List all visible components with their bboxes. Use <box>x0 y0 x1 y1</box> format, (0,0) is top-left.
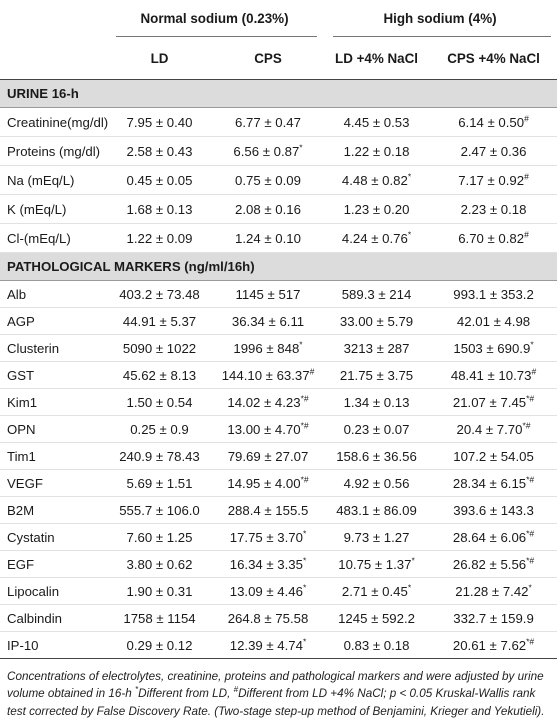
group-underline <box>116 36 317 37</box>
cell-value: 0.45 ± 0.05 <box>126 172 193 188</box>
cell-ld <box>106 166 213 195</box>
empty-label-header <box>0 37 106 80</box>
cell-ld-nacl <box>323 497 430 524</box>
cell-cps-nacl <box>430 362 557 389</box>
cell-value: 1.24 ± 0.10 <box>235 230 301 246</box>
row-label: EGF <box>0 551 106 578</box>
cell-value: 589.3 ± 214 <box>341 286 412 302</box>
cell-ld <box>106 389 213 416</box>
cell-cps-nacl <box>430 166 557 195</box>
table-row <box>0 524 557 551</box>
cell-value: 288.4 ± 155.5 <box>227 502 309 518</box>
cell-value: 20.4 ± 7.70 <box>456 421 523 437</box>
cell-value: 1.22 ± 0.09 <box>126 230 193 246</box>
cell-value: 4.92 ± 0.56 <box>343 475 410 491</box>
row-label: IP-10 <box>0 632 106 659</box>
cell-value: 7.95 ± 0.40 <box>126 114 193 130</box>
cell-ld <box>106 308 213 335</box>
cell-ld-nacl <box>323 605 430 632</box>
cell-value: 7.60 ± 1.25 <box>126 529 193 545</box>
cell-value: 1.22 ± 0.18 <box>343 143 410 159</box>
cell-cps-nacl <box>430 605 557 632</box>
significance-mark: * <box>407 171 412 182</box>
cell-ld-nacl <box>323 443 430 470</box>
table-row <box>0 443 557 470</box>
cell-value: 48.41 ± 10.73 <box>450 367 532 383</box>
column-header-ld: LD <box>106 37 213 80</box>
cell-cps <box>213 137 323 166</box>
cell-value: 4.48 ± 0.82 <box>341 172 408 188</box>
row-label: AGP <box>0 308 106 335</box>
cell-value: 5.69 ± 1.51 <box>126 475 193 491</box>
cell-ld <box>106 551 213 578</box>
cell-value: 332.7 ± 159.9 <box>453 610 534 626</box>
cell-value: 45.62 ± 8.13 <box>122 367 197 383</box>
table-row <box>0 389 557 416</box>
cell-cps <box>213 497 323 524</box>
significance-mark: * <box>302 582 307 593</box>
cell-value: 6.14 ± 0.50 <box>458 114 525 130</box>
cell-cps-nacl <box>430 108 557 137</box>
cell-cps-nacl <box>430 470 557 497</box>
cell-value: 1503 ± 690.9 <box>453 340 531 356</box>
table-row <box>0 166 557 195</box>
cell-ld-nacl <box>323 335 430 362</box>
table-row <box>0 308 557 335</box>
cell-ld-nacl <box>323 389 430 416</box>
significance-mark: * <box>530 339 534 350</box>
cell-value: 403.2 ± 73.48 <box>119 286 200 302</box>
cell-value: 13.00 ± 4.70 <box>227 421 301 437</box>
cell-cps-nacl <box>430 578 557 605</box>
cell-value: 44.91 ± 5.37 <box>122 313 197 329</box>
cell-ld <box>106 108 213 137</box>
cell-value: 3.80 ± 0.62 <box>126 556 193 572</box>
significance-mark: * <box>411 555 415 566</box>
row-label: OPN <box>0 416 106 443</box>
table-header <box>0 0 557 80</box>
cell-ld-nacl <box>323 524 430 551</box>
cell-value: 0.75 ± 0.09 <box>235 172 301 188</box>
cell-cps <box>213 195 323 224</box>
cell-value: 993.1 ± 353.2 <box>453 286 534 302</box>
cell-ld-nacl <box>323 137 430 166</box>
cell-ld <box>106 578 213 605</box>
footnote-mark-asterisk: * <box>135 685 139 695</box>
significance-mark: *# <box>300 420 309 431</box>
cell-value: 20.61 ± 7.62 <box>452 637 527 653</box>
table-row <box>0 551 557 578</box>
cell-value: 42.01 ± 4.98 <box>456 313 531 329</box>
cell-cps <box>213 416 323 443</box>
significance-mark: * <box>302 555 307 566</box>
row-label: Na (mEq/L) <box>0 166 106 195</box>
cell-cps-nacl <box>430 524 557 551</box>
cell-value: 26.82 ± 5.56 <box>452 556 527 572</box>
cell-ld <box>106 470 213 497</box>
significance-mark: * <box>528 582 532 593</box>
table-row <box>0 497 557 524</box>
cell-value: 1.90 ± 0.31 <box>126 583 193 599</box>
significance-mark: *# <box>526 393 535 404</box>
cell-ld-nacl <box>323 224 430 253</box>
footnote-text-3: Different from LD +4% NaCl; p < 0.05 Kruskal-Wallis rank test corrected by False Discovery Rate. (Two-stage step-up method of Benjamini, Krieger and Yekutieli). <box>7 687 545 718</box>
cell-cps-nacl <box>430 443 557 470</box>
cell-cps <box>213 108 323 137</box>
cell-cps-nacl <box>430 632 557 659</box>
cell-cps <box>213 524 323 551</box>
row-label: Tim1 <box>0 443 106 470</box>
group-header-label: Normal sodium (0.23%) <box>140 11 289 26</box>
table-row <box>0 632 557 659</box>
cell-ld <box>106 362 213 389</box>
row-label: Creatinine(mg/dl) <box>0 108 106 137</box>
cell-ld <box>106 281 213 308</box>
cell-cps <box>213 632 323 659</box>
cell-cps-nacl <box>430 497 557 524</box>
cell-value: 10.75 ± 1.37 <box>338 556 412 572</box>
cell-ld <box>106 335 213 362</box>
cell-cps <box>213 166 323 195</box>
cell-value: 0.25 ± 0.9 <box>130 421 189 437</box>
cell-ld <box>106 605 213 632</box>
cell-value: 483.1 ± 86.09 <box>336 502 417 518</box>
cell-ld-nacl <box>323 308 430 335</box>
row-label: VEGF <box>0 470 106 497</box>
cell-value: 14.95 ± 4.00 <box>227 475 301 491</box>
cell-value: 1.34 ± 0.13 <box>343 394 410 410</box>
cell-cps <box>213 362 323 389</box>
significance-mark: *# <box>526 474 535 485</box>
empty-corner-cell <box>0 0 106 37</box>
cell-cps-nacl <box>430 335 557 362</box>
section-header-row <box>0 253 557 281</box>
cell-value: 1.50 ± 0.54 <box>126 394 193 410</box>
cell-cps <box>213 578 323 605</box>
cell-cps-nacl <box>430 195 557 224</box>
cell-value: 6.70 ± 0.82 <box>458 230 525 246</box>
cell-value: 36.34 ± 6.11 <box>231 313 305 329</box>
significance-mark: * <box>299 142 303 153</box>
cell-value: 144.10 ± 63.37 <box>221 367 310 383</box>
cell-value: 4.24 ± 0.76 <box>341 230 408 246</box>
cell-cps-nacl <box>430 416 557 443</box>
column-header-ld-nacl: LD +4% NaCl <box>323 37 430 80</box>
cell-ld-nacl <box>323 166 430 195</box>
cell-value: 0.29 ± 0.12 <box>126 637 193 653</box>
cell-ld <box>106 416 213 443</box>
cell-ld <box>106 632 213 659</box>
cell-ld <box>106 224 213 253</box>
cell-value: 107.2 ± 54.05 <box>453 448 534 464</box>
significance-mark: # <box>531 366 537 377</box>
row-label: Calbindin <box>0 605 106 632</box>
cell-value: 5090 ± 1022 <box>122 340 197 356</box>
group-header-normal-sodium <box>106 0 323 37</box>
column-header-cps: CPS <box>213 37 323 80</box>
cell-value: 0.83 ± 0.18 <box>343 637 410 653</box>
cell-value: 240.9 ± 78.43 <box>119 448 200 464</box>
significance-mark: * <box>407 229 412 240</box>
cell-cps <box>213 551 323 578</box>
row-label: Proteins (mg/dl) <box>0 137 106 166</box>
significance-mark: * <box>299 339 303 350</box>
table-row <box>0 195 557 224</box>
cell-value: 2.58 ± 0.43 <box>126 143 193 159</box>
cell-ld <box>106 137 213 166</box>
cell-ld-nacl <box>323 416 430 443</box>
table-body <box>0 80 557 659</box>
cell-cps <box>213 335 323 362</box>
significance-mark: *# <box>526 528 535 539</box>
footnote-text-1: Concentrations of electrolytes, creatinine, proteins and pathological markers and were adjusted by urine volume obtained in 16-h <box>7 670 544 701</box>
cell-cps <box>213 389 323 416</box>
section-title: PATHOLOGICAL MARKERS (ng/ml/16h) <box>0 253 557 281</box>
cell-value: 555.7 ± 106.0 <box>119 502 200 518</box>
table-footnote <box>0 659 557 720</box>
group-header-high-sodium <box>323 0 557 37</box>
cell-ld <box>106 443 213 470</box>
cell-ld-nacl <box>323 470 430 497</box>
cell-value: 7.17 ± 0.92 <box>458 172 525 188</box>
row-label: Clusterin <box>0 335 106 362</box>
cell-value: 28.34 ± 6.15 <box>452 475 527 491</box>
cell-ld-nacl <box>323 362 430 389</box>
cell-ld <box>106 195 213 224</box>
table-row <box>0 605 557 632</box>
cell-value: 21.28 ± 7.42 <box>455 583 529 599</box>
cell-value: 1.23 ± 0.20 <box>343 201 410 217</box>
cell-value: 2.71 ± 0.45 <box>341 583 408 599</box>
row-label: Alb <box>0 281 106 308</box>
cell-ld-nacl <box>323 578 430 605</box>
cell-cps <box>213 308 323 335</box>
cell-cps-nacl <box>430 281 557 308</box>
cell-value: 393.6 ± 143.3 <box>453 502 534 518</box>
cell-value: 1996 ± 848 <box>233 340 300 356</box>
significance-mark: * <box>302 636 307 647</box>
table-row <box>0 335 557 362</box>
cell-value: 12.39 ± 4.74 <box>229 637 303 653</box>
cell-ld-nacl <box>323 108 430 137</box>
row-label: K (mEq/L) <box>0 195 106 224</box>
significance-mark: *# <box>526 555 535 566</box>
significance-mark: *# <box>522 420 531 431</box>
cell-cps <box>213 470 323 497</box>
significance-mark: *# <box>300 393 309 404</box>
row-label: Lipocalin <box>0 578 106 605</box>
cell-value: 4.45 ± 0.53 <box>343 114 410 130</box>
cell-value: 13.09 ± 4.46 <box>229 583 303 599</box>
cell-cps-nacl <box>430 308 557 335</box>
significance-mark: # <box>524 113 529 124</box>
cell-ld-nacl <box>323 195 430 224</box>
cell-value: 1758 ± 1154 <box>123 610 196 626</box>
row-label: B2M <box>0 497 106 524</box>
group-header-row <box>0 0 557 37</box>
significance-mark: * <box>407 582 412 593</box>
cell-cps-nacl <box>430 389 557 416</box>
cell-cps <box>213 281 323 308</box>
significance-mark: # <box>524 171 529 182</box>
cell-value: 158.6 ± 36.56 <box>336 448 417 464</box>
cell-value: 33.00 ± 5.79 <box>339 313 414 329</box>
cell-value: 21.75 ± 3.75 <box>339 367 414 383</box>
footnote-mark-hash: # <box>233 685 239 695</box>
row-label: Kim1 <box>0 389 106 416</box>
significance-mark: *# <box>526 636 535 647</box>
cell-ld-nacl <box>323 632 430 659</box>
cell-value: 9.73 ± 1.27 <box>343 529 410 545</box>
cell-cps <box>213 443 323 470</box>
cell-value: 6.56 ± 0.87 <box>233 143 300 159</box>
table-row <box>0 470 557 497</box>
row-label: Cystatin <box>0 524 106 551</box>
cell-value: 6.77 ± 0.47 <box>235 114 301 130</box>
footnote-text-2: Different from LD, <box>138 687 234 701</box>
table-row <box>0 281 557 308</box>
row-label: Cl-(mEq/L) <box>0 224 106 253</box>
row-label: GST <box>0 362 106 389</box>
cell-cps-nacl <box>430 224 557 253</box>
cell-value: 1145 ± 517 <box>235 286 301 302</box>
cell-ld <box>106 524 213 551</box>
cell-cps <box>213 605 323 632</box>
cell-value: 264.8 ± 75.58 <box>227 610 309 626</box>
cell-value: 79.69 ± 27.07 <box>227 448 309 464</box>
table-row <box>0 137 557 166</box>
significance-mark: # <box>524 229 529 240</box>
cell-value: 14.02 ± 4.23 <box>227 394 301 410</box>
section-title: URINE 16-h <box>0 80 557 108</box>
cell-value: 17.75 ± 3.70 <box>229 529 303 545</box>
significance-mark: *# <box>300 474 309 485</box>
group-header-label: High sodium (4%) <box>383 11 497 26</box>
cell-ld-nacl <box>323 551 430 578</box>
significance-mark: # <box>309 366 315 377</box>
table-row <box>0 578 557 605</box>
cell-value: 1.68 ± 0.13 <box>126 201 193 217</box>
cell-cps-nacl <box>430 137 557 166</box>
table-row <box>0 362 557 389</box>
cell-cps-nacl <box>430 551 557 578</box>
table-row <box>0 108 557 137</box>
column-header-cps-nacl: CPS +4% NaCl <box>430 37 557 80</box>
cell-value: 2.23 ± 0.18 <box>460 201 527 217</box>
cell-value: 1245 ± 592.2 <box>338 610 415 626</box>
cell-value: 28.64 ± 6.06 <box>452 529 527 545</box>
cell-ld <box>106 497 213 524</box>
cell-value: 0.23 ± 0.07 <box>343 421 410 437</box>
cell-value: 2.47 ± 0.36 <box>460 143 527 159</box>
column-header-row <box>0 37 557 80</box>
cell-value: 3213 ± 287 <box>343 340 410 356</box>
cell-value: 16.34 ± 3.35 <box>229 556 303 572</box>
section-header-row <box>0 80 557 108</box>
group-underline <box>333 36 551 37</box>
cell-value: 2.08 ± 0.16 <box>235 201 301 217</box>
significance-mark: * <box>302 528 307 539</box>
cell-ld-nacl <box>323 281 430 308</box>
table-row <box>0 416 557 443</box>
cell-cps <box>213 224 323 253</box>
table-row <box>0 224 557 253</box>
cell-value: 21.07 ± 7.45 <box>452 394 527 410</box>
